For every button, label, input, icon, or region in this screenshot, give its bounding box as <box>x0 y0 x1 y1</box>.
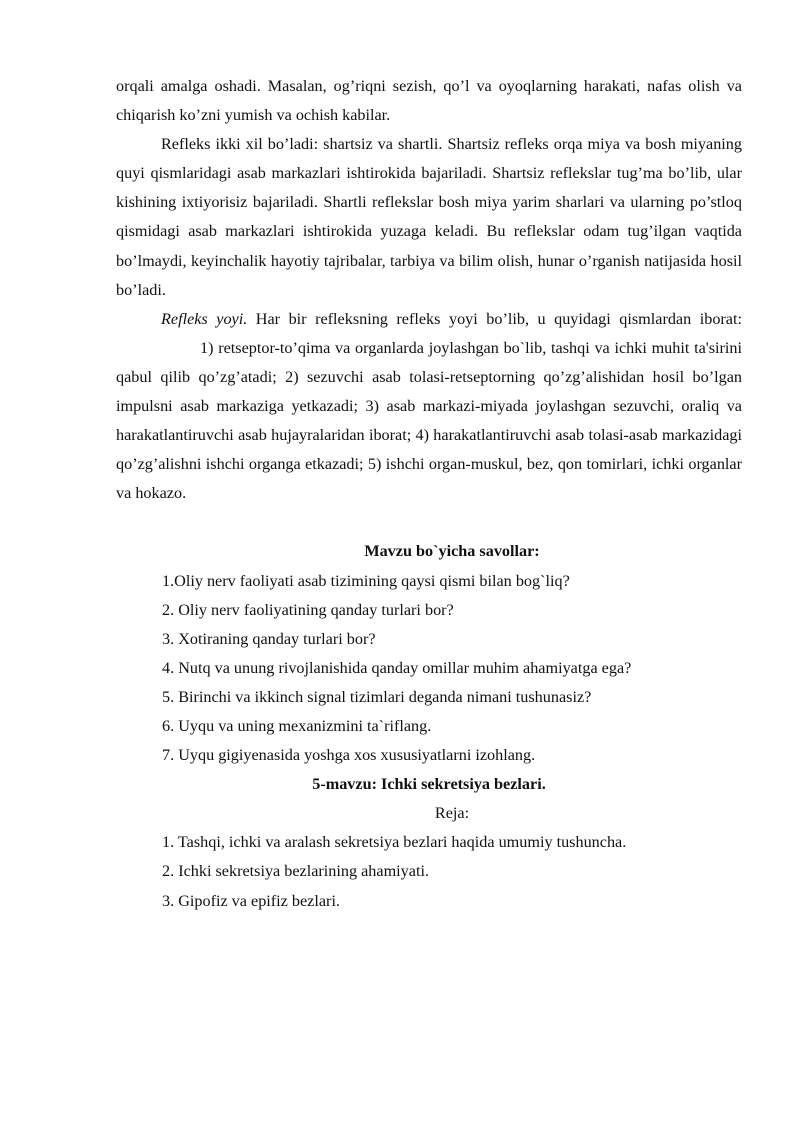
list-item: 3. Gipofiz va epifiz bezlari. <box>162 891 340 910</box>
blank-line <box>116 508 742 537</box>
list-item: 1.Oliy nerv faoliyati asab tizimining qaysi qismi bilan bog`liq? <box>162 571 570 590</box>
plan-label: Reja: <box>434 804 470 823</box>
reflex-arc-parts: 1) retseptor-to’qima va organlarda joylashgan bo`lib, tashqi va ichki muhit ta'sirini qabul qilib qo’zg’atadi; 2) sezuvchi asab tolasi-retseptorning qo’zg’alishidan hosil bo’lgan impulsni asab markaziga yetkazadi; 3) asab markazi-miyada joylashgan sezuvchi, oraliq va harakatlantiruvchi asab hujayralaridan iborat; 4) harakatlantiruvchi asab tolasi-asab markazidagi qo’zg’alishni ishchi organga etkazadi; 5) ishchi organ-muskul, bez, qon tomirlari, ichki organlar va hokazo. <box>116 338 742 503</box>
list-item: 5. Birinchi va ikkinch signal tizimlari deganda nimani tushunasiz? <box>162 687 592 706</box>
paragraph-reflex-types: Refleks ikki xil bo’ladi: shartsiz va shartli. Shartsiz refleks orqa miya va bosh miyaning quyi qismlaridagi asab markazlari ishtirokida bajariladi. Shartsiz reflekslar tug’ma bo’lib, ular kishining ixtiyorisiz bajariladi. Shartli reflekslar bosh miya yarim sharlari va ularning po’stloq qismidagi asab markazlari ishtirokida yuzaga keladi. Bu reflekslar odam tug’ilgan vaqtida bo’lmaydi, keyinchalik hayotiy tajribalar, tarbiya va bilim olish, hunar o’rganish natijasida hosil bo’ladi. <box>116 135 742 299</box>
list-item: 6. Uyqu va uning mexanizmini ta`riflang. <box>162 716 432 735</box>
reflex-arc-term: Refleks yoyi. <box>161 309 248 328</box>
questions-list <box>116 567 742 771</box>
list-item: 2. Ichki sekretsiya bezlarining ahamiyati. <box>162 862 429 881</box>
list-item: 3. Xotiraning qanday turlari bor? <box>162 629 376 648</box>
paragraph-reflex-arc <box>116 305 742 509</box>
reflex-arc-intro: Har bir refleksning refleks yoyi bo’lib, u quyidagi qismlardan iborat: <box>247 309 742 328</box>
plan-list <box>116 828 742 915</box>
list-item: 2. Oliy nerv faoliyatining qanday turlari bor? <box>162 600 454 619</box>
list-item: 7. Uyqu gigiyenasida yoshga xos xususiyatlarni izohlang. <box>162 746 536 765</box>
list-item: 4. Nutq va unung rivojlanishida qanday omillar muhim ahamiyatga ega? <box>162 658 632 677</box>
questions-title: Mavzu bo`yicha savollar: <box>364 542 540 561</box>
paragraph-continuation: orqali amalga oshadi. Masalan, og’riqni sezish, qo’l va oyoqlarning harakati, nafas olish va chiqarish ko’zni yumish va ochish kabilar. <box>116 77 742 125</box>
document-page <box>116 72 742 916</box>
topic-title: 5-mavzu: Ichki sekretsiya bezlari. <box>312 775 546 794</box>
list-item: 1. Tashqi, ichki va aralash sekretsiya bezlari haqida umumiy tushuncha. <box>162 833 627 852</box>
